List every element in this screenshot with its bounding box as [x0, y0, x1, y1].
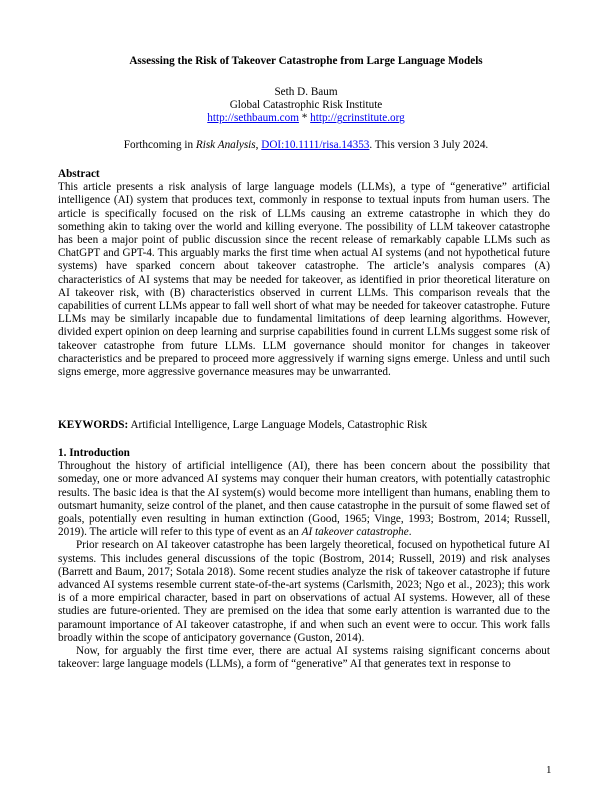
author-name: Seth D. Baum [274, 86, 338, 98]
author-links [60, 112, 552, 125]
institute-website-link[interactable]: http://gcrinstitute.org [310, 112, 405, 125]
forthcoming-prefix: Forthcoming in [123, 139, 194, 151]
author-block [60, 86, 552, 126]
forthcoming-note: Forthcoming in Risk Analysis, DOI:10.1111/risa.14353. This version 3 July 2024. [123, 139, 489, 151]
intro-paragraph-1: Throughout the history of artificial intelligence (AI), there has been concern about the possibility that someday, one or more advanced AI systems may conquer their human creators, with potentially catastrophic results. The basic idea is that the AI system(s) would become more intelligent than humans, enabling them to outsmart humanity, seize control of the planet, and then cause catastrophe in the pursuit of some flawed set of goals, potentially even resulting in human extinction (Good, 1965; Vinge, 1993; Bostrom, 2014; Russell, 2019). The article will refer to this type of event as an AI takeover catastrophe. [58, 460, 550, 539]
link-separator: * [301, 112, 308, 125]
intro-paragraph-3: Now, for arguably the first time ever, there are actual AI systems raising significant concerns about takeover: large language models (LLMs), a form of “generative” AI that generates text in response to [58, 645, 550, 671]
page-number: 1 [546, 764, 552, 776]
keywords-line [58, 419, 550, 432]
keywords-text: Artificial Intelligence, Large Language Models, Catastrophic Risk [130, 419, 428, 431]
keywords-label: KEYWORDS: [58, 419, 129, 431]
affiliation: Global Catastrophic Risk Institute [229, 99, 383, 112]
version-note: . This version 3 July 2024. [369, 139, 489, 151]
author-website-link[interactable]: http://sethbaum.com [207, 112, 299, 125]
intro-paragraph-2: Prior research on AI takeover catastrophe has been largely theoretical, focused on hypothetical future AI systems. This includes general discussions of the topic (Bostrom, 2014; Russell, 2019) and risk analyses (Barrett and Baum, 2017; Sotala 2018). Some recent studies analyze the risk of takeover catastrophe if future advanced AI systems resemble current state-of-the-art systems (Carlsmith, 2023; Ngo et al., 2023); this work is of a more empirical character, based in part on observations of actual AI systems. However, all of these studies are future-oriented. They are premised on the idea that some early attention is warranted due to the paramount importance of AI takeover catastrophe, if and when such an event were to occur. This work falls broadly within the scope of anticipatory governance (Guston, 2014). [58, 539, 550, 644]
introduction-heading: 1. Introduction [58, 447, 130, 459]
abstract-text: This article presents a risk analysis of large language models (LLMs), a type of “generative” artificial intelligence (AI) system that produces text, commonly in response to textual inputs from human users. The article is specifically focused on the risk of LLMs causing an extreme catastrophe in which they do something akin to taking over the world and killing everyone. The possibility of LLM takeover catastrophe has been a major point of public discussion since the recent release of remarkably capable LLMs such as ChatGPT and GPT-4. This arguably marks the first time when actual AI systems (and not hypothetical future systems) have sparked concern about takeover catastrophe. The article’s analysis compares (A) characteristics of AI systems that may be needed for takeover, as identified in prior theoretical literature on AI takeover risk, with (B) characteristics observed in current LLMs. This comparison reveals that the capabilities of current LLMs appear to fall well short of what may be needed for takeover catastrophe. Future LLMs may be similarly incapable due to fundamental limitations of deep learning algorithms. However, divided expert opinion on deep learning and surprise capabilities found in current LLMs suggest some risk of takeover catastrophe from future LLMs. LLM governance should monitor for changes in takeover characteristics and be prepared to proceed more aggressively if warning signs emerge. Unless and until such signs emerge, more aggressive governance measures may be unwarranted. [58, 181, 550, 379]
abstract-section [58, 168, 550, 379]
introduction-section [58, 447, 550, 671]
abstract-heading: Abstract [58, 168, 100, 180]
journal-name: Risk Analysis [195, 139, 256, 151]
paper-title: Assessing the Risk of Takeover Catastrophe from Large Language Models [129, 55, 483, 67]
doi-link[interactable]: DOI:10.1111/risa.14353 [261, 139, 370, 151]
intro-emphasis: AI takeover catastrophe [301, 526, 409, 539]
